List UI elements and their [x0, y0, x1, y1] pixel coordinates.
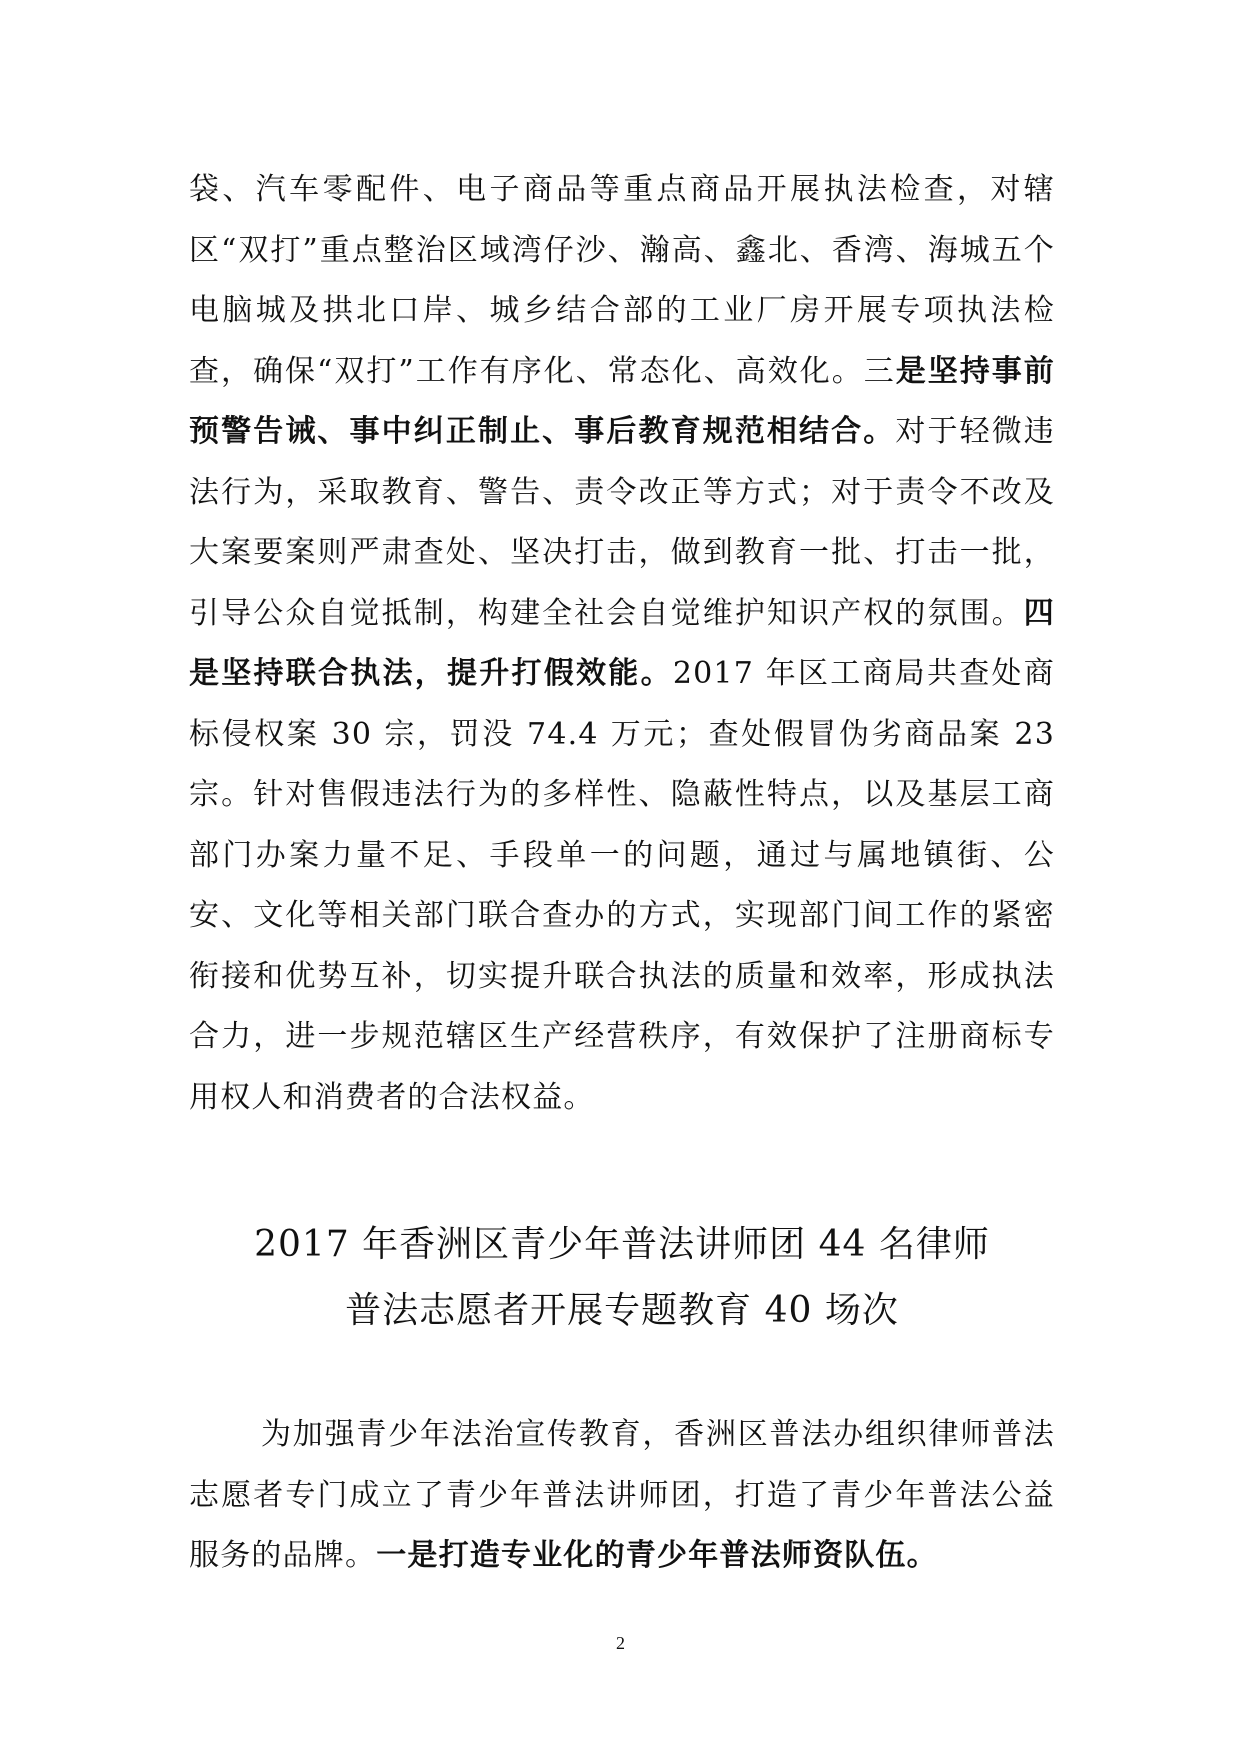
paragraph-text: 袋、汽车零配件、电子商品等重点商品开展执法检查，对辖区“双打”重点整治区域湾仔沙、瀚高、鑫北、香湾、海城五个电脑城及拱北口岸、城乡结合部的工业厂房开展专项执法检查，确保“双打”工作有序化、常态化、高效化。三	[189, 172, 1055, 389]
heading-line-1: 2017 年香洲区青少年普法讲师团 44 名律师	[254, 1224, 990, 1265]
page-number: 2	[616, 1633, 625, 1653]
paragraph-text: 2017 年区工商局共查处商标侵权案 30 宗，罚没 74.4 万元；查处假冒伪劣商品案 23 宗。针对售假违法行为的多样性、隐蔽性特点，以及基层工商部门办案力量不足、手段单一的问题，通过与属地镇街、公安、文化等相关部门联合查办的方式，实现部门间工作的紧密衔接和优势互补，切实提升联合执法的质量和效率，形成执法合力，进一步规范辖区生产经营秩序，有效保护了注册商标专用权人和消费者的合法权益。	[189, 656, 1056, 1115]
heading-line-2: 普法志愿者开展专题教育 40 场次	[345, 1290, 899, 1331]
paragraph-text: 为加强青少年法治宣传教育，香洲区普法办组织律师普法志愿者专门成立了青少年普法讲师团，打造了青少年普法公益服务的品牌。	[189, 1417, 1055, 1573]
body-paragraph-youth-education	[189, 1405, 1055, 1587]
bold-point-four: 四是坚持联合执法，提升打假效能。	[189, 595, 1055, 691]
paragraph-text: 对于轻微违法行为，采取教育、警告、责令改正等方式；对于责令不改及大案要案则严肃查处、坚决打击，做到教育一批、打击一批，引导公众自觉抵制，构建全社会自觉维护知识产权的氛围。	[189, 414, 1056, 631]
bold-point-one: 一是打造专业化的青少年普法师资队伍。	[376, 1538, 938, 1573]
body-paragraph-enforcement	[189, 160, 1055, 1128]
section-heading	[189, 1212, 1055, 1344]
bold-point-three: 是坚持事前预警告诫、事中纠正制止、事后教育规范相结合。	[189, 353, 1055, 449]
